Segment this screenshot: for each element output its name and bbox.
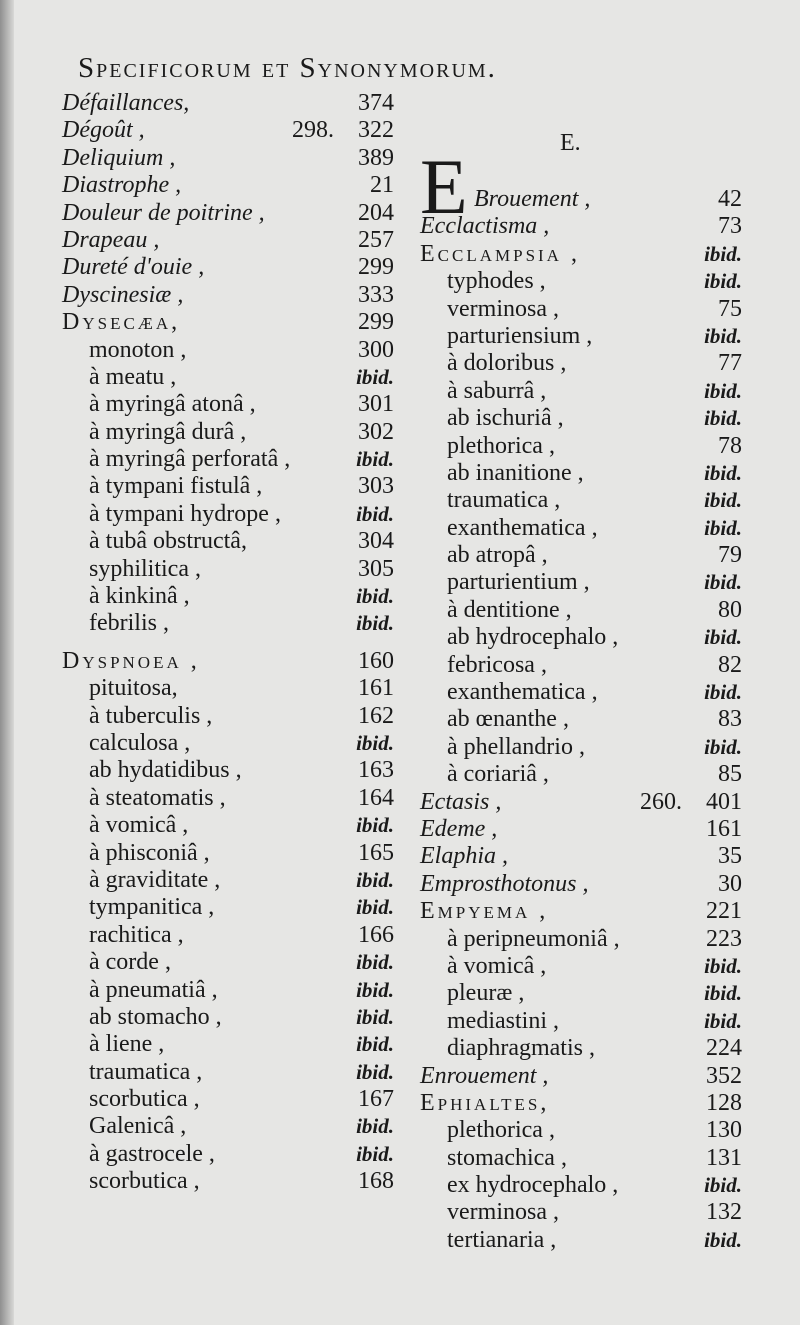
index-entry (62, 200, 394, 227)
index-entry (420, 1227, 742, 1254)
entry-page-ref: ibid. (704, 1008, 742, 1033)
left-column (62, 90, 394, 1196)
entry-term: Edeme , (420, 815, 498, 842)
entry-page-ref: 301 (358, 391, 394, 418)
index-entry (62, 419, 394, 446)
entry-term: Emprosthotonus , (420, 870, 589, 897)
entry-term: ab inanitione , (447, 459, 584, 486)
entry-term: à tubâ obstructâ, (89, 528, 247, 555)
entry-page-ref: ibid. (704, 680, 742, 705)
index-entry (62, 364, 394, 391)
index-entry (62, 785, 394, 812)
entry-page-ref: 130 (706, 1117, 742, 1144)
entry-term: Galenicâ , (89, 1113, 187, 1140)
entry-term: exanthematica , (447, 514, 598, 541)
index-entry (62, 1086, 394, 1113)
entry-page-ref: ibid. (704, 734, 742, 759)
entry-page-ref: ibid. (704, 269, 742, 294)
index-entry (420, 241, 742, 268)
index-entry (420, 843, 742, 870)
entry-page-ref: 322 (358, 117, 394, 144)
entry-page-ref: 168 (358, 1168, 394, 1195)
entry-term: à vomicâ , (89, 812, 189, 839)
entry-term: Ecclactisma , (420, 213, 550, 240)
entry-term: ab atropâ , (447, 542, 548, 569)
entry-page-ref: 305 (358, 555, 394, 582)
entry-term: stomachica , (447, 1144, 567, 1171)
entry-term: scorbutica , (89, 1086, 200, 1113)
entry-term: Dyspnoea , (62, 647, 200, 674)
entry-term: à myringâ durâ , (89, 418, 247, 445)
entry-page-ref: 300 (358, 336, 394, 363)
entry-page-ref: 223 (706, 925, 742, 952)
entry-term: Drapeau , (62, 226, 160, 253)
entry-page-ref: ibid. (356, 1114, 394, 1139)
entry-page-ref: 77 (718, 350, 742, 377)
entry-page-ref: ibid. (356, 447, 394, 472)
index-entry (420, 1035, 742, 1062)
index-entry (420, 433, 742, 460)
entry-page-ref: 221 (706, 898, 742, 925)
index-entry (420, 350, 742, 377)
index-entry (62, 840, 394, 867)
index-entry (62, 1141, 394, 1168)
entry-term: à myringâ atonâ , (89, 391, 256, 418)
index-entry (62, 812, 394, 839)
entry-page-ref: 161 (358, 675, 394, 702)
entry-term: Diastrophe , (62, 172, 182, 199)
entry-term: Dureté d'ouie , (62, 254, 205, 281)
entry-term: Ecclampsia , (420, 240, 580, 267)
entry-page-ref: ibid. (704, 570, 742, 595)
entry-page-ref: 35 (718, 843, 742, 870)
entry-term: verminosa , (447, 295, 559, 322)
entry-term: mediastini , (447, 1007, 559, 1034)
index-entry (62, 227, 394, 254)
entry-page-ref: 30 (718, 870, 742, 897)
entry-term: à tuberculis , (89, 702, 213, 729)
index-entry (420, 679, 742, 706)
entry-term: Ectasis , (420, 788, 502, 815)
index-entry (420, 487, 742, 514)
index-entry (420, 1145, 742, 1172)
index-entry (420, 624, 742, 651)
entry-page-ref: ibid. (356, 1004, 394, 1029)
index-entry (420, 898, 742, 925)
entry-term: Enrouement , (420, 1062, 549, 1089)
entry-page-ref: 302 (358, 418, 394, 445)
entry-term: febrilis , (89, 610, 169, 637)
entry-page-ref: 304 (358, 528, 394, 555)
entry-page-ref: ibid. (704, 241, 742, 266)
entry-page-ref: ibid. (356, 730, 394, 755)
index-entry (420, 871, 742, 898)
entry-term: à steatomatis , (89, 784, 226, 811)
index-entry (420, 186, 742, 213)
entry-page-ref: 165 (358, 839, 394, 866)
index-entry (420, 515, 742, 542)
entry-term: ab hydrocephalo , (447, 624, 619, 651)
index-entry (62, 145, 394, 172)
entry-term: à meatu , (89, 363, 177, 390)
index-entry (420, 405, 742, 432)
entry-page-ref: 204 (358, 199, 394, 226)
entry-page-ref: 85 (718, 761, 742, 788)
entry-term: à phisconiâ , (89, 839, 210, 866)
entry-term: à gastrocele , (89, 1140, 215, 1167)
entry-term: traumatica , (447, 487, 561, 514)
index-entry (62, 473, 394, 500)
entry-page-ref: 161 (706, 815, 742, 842)
entry-page-ref: ibid. (356, 977, 394, 1002)
entry-term: à vomicâ , (447, 952, 547, 979)
entry-term: ab stomacho , (89, 1003, 222, 1030)
entry-page-ref-extra: 260. (640, 788, 682, 815)
index-entry (420, 816, 742, 843)
index-entry (62, 1031, 394, 1058)
entry-term: pleuræ , (447, 980, 525, 1007)
right-column (420, 186, 742, 1254)
index-entry (62, 1004, 394, 1031)
index-entry (420, 1008, 742, 1035)
index-entry (420, 706, 742, 733)
index-entry (62, 309, 394, 336)
entry-term: calculosa , (89, 729, 191, 756)
entry-page-ref: ibid. (704, 515, 742, 540)
index-entry (62, 583, 394, 610)
entry-page-ref: ibid. (704, 953, 742, 978)
entry-page-ref: ibid. (356, 1059, 394, 1084)
index-entry (62, 675, 394, 702)
index-entry (420, 268, 742, 295)
entry-term: syphilitica , (89, 555, 201, 582)
entry-term: parturiensium , (447, 322, 593, 349)
entry-page-ref: 128 (706, 1089, 742, 1116)
index-entry (62, 730, 394, 757)
index-entry (62, 1168, 394, 1195)
index-entry (62, 391, 394, 418)
entry-page-ref: 132 (706, 1199, 742, 1226)
index-entry (420, 213, 742, 240)
entry-page-ref-extra: 298. (292, 117, 334, 144)
index-entry (62, 254, 394, 281)
entry-page-ref: 80 (718, 596, 742, 623)
entry-page-ref: 42 (718, 186, 742, 212)
entry-term: Elaphia , (420, 843, 508, 870)
index-entry (420, 980, 742, 1007)
entry-page-ref: 73 (718, 213, 742, 240)
index-entry (62, 337, 394, 364)
entry-term: à phellandrio , (447, 733, 585, 760)
entry-page-ref: 167 (358, 1086, 394, 1113)
entry-page-ref: ibid. (356, 895, 394, 920)
entry-term: à tympani fistulâ , (89, 473, 263, 500)
entry-page-ref: ibid. (356, 867, 394, 892)
index-entry (420, 652, 742, 679)
entry-term: Ephialtes, (420, 1089, 550, 1116)
entry-page-ref: ibid. (356, 813, 394, 838)
page-edge (0, 0, 14, 1325)
index-entry (420, 296, 742, 323)
entry-term: à kinkinâ , (89, 583, 190, 610)
index-entry (62, 117, 394, 144)
index-entry (62, 867, 394, 894)
entry-term: à pneumatiâ , (89, 976, 218, 1003)
entry-page-ref: ibid. (356, 611, 394, 636)
entry-page-ref: 21 (370, 172, 394, 199)
index-entry (62, 556, 394, 583)
entry-term: ex hydrocephalo , (447, 1172, 619, 1199)
entry-page-ref: 299 (358, 309, 394, 336)
entry-page-ref: ibid. (356, 950, 394, 975)
entry-term: à myringâ perforatâ , (89, 446, 291, 473)
entry-term: pituitosa, (89, 675, 178, 702)
entry-term: à corde , (89, 949, 171, 976)
entry-term: à liene , (89, 1031, 165, 1058)
entry-term: à coriariâ , (447, 761, 549, 788)
index-entry (62, 922, 394, 949)
index-entry (62, 949, 394, 976)
index-entry (62, 282, 394, 309)
entry-page-ref: 374 (358, 90, 394, 116)
entry-page-ref: 164 (358, 784, 394, 811)
index-entry (420, 460, 742, 487)
entry-page-ref: ibid. (356, 364, 394, 389)
index-entry (62, 172, 394, 199)
entry-term: Dégoût , (62, 117, 145, 144)
entry-term: ab ischuriâ , (447, 405, 564, 432)
entry-page-ref: 224 (706, 1035, 742, 1062)
entry-term: Brouement , (474, 186, 591, 212)
index-entry (420, 761, 742, 788)
index-entry (420, 953, 742, 980)
entry-term: Empyema , (420, 898, 549, 925)
entry-term: tympanitica , (89, 894, 215, 921)
index-entry (420, 323, 742, 350)
entry-term: à graviditate , (89, 866, 221, 893)
entry-page-ref: 131 (706, 1144, 742, 1171)
index-entry (420, 597, 742, 624)
entry-page-ref: 303 (358, 473, 394, 500)
entry-term: ab œnanthe , (447, 706, 569, 733)
index-entry (420, 569, 742, 596)
entry-page-ref: 299 (358, 254, 394, 281)
index-entry (420, 926, 742, 953)
entry-page-ref: ibid. (356, 584, 394, 609)
entry-term: à peripneumoniâ , (447, 925, 620, 952)
index-entry (420, 1172, 742, 1199)
entry-term: typhodes , (447, 268, 546, 295)
entry-page-ref: ibid. (356, 1141, 394, 1166)
index-entry (62, 703, 394, 730)
entry-term: à doloribus , (447, 350, 567, 377)
entry-term: rachitica , (89, 921, 184, 948)
index-entry (420, 789, 742, 816)
entry-page-ref: 257 (358, 226, 394, 253)
index-entry (420, 734, 742, 761)
entry-page-ref: ibid. (704, 625, 742, 650)
entry-term: traumatica , (89, 1058, 203, 1085)
index-entry (62, 528, 394, 555)
index-entry (420, 1117, 742, 1144)
entry-term: Défaillances, (62, 90, 190, 116)
entry-term: Douleur de poitrine , (62, 199, 265, 226)
index-entry (62, 977, 394, 1004)
entry-page-ref: 160 (358, 647, 394, 674)
index-entry (62, 446, 394, 473)
entry-page-ref: 75 (718, 295, 742, 322)
entry-page-ref: ibid. (704, 488, 742, 513)
entry-page-ref: ibid. (704, 1173, 742, 1198)
entry-page-ref: 166 (358, 921, 394, 948)
index-entry (420, 1199, 742, 1226)
page-header: Specificorum et Synonymorum. (78, 52, 497, 84)
entry-page-ref: 352 (706, 1062, 742, 1089)
entry-term: parturientium , (447, 569, 590, 596)
drop-cap: E (420, 143, 468, 230)
entry-page-ref: 333 (358, 281, 394, 308)
entry-page-ref: ibid. (704, 460, 742, 485)
index-entry (62, 757, 394, 784)
entry-page-ref: 78 (718, 432, 742, 459)
entry-page-ref: 83 (718, 706, 742, 733)
entry-term: scorbutica , (89, 1168, 200, 1195)
entry-page-ref: 82 (718, 651, 742, 678)
entry-term: à saburrâ , (447, 377, 547, 404)
entry-term: tertianaria , (447, 1226, 557, 1253)
entry-page-ref: 401 (706, 788, 742, 815)
index-entry (62, 1059, 394, 1086)
entry-page-ref: ibid. (704, 378, 742, 403)
entry-page-ref: 79 (718, 542, 742, 569)
entry-term: ab hydatidibus , (89, 757, 242, 784)
entry-page-ref: ibid. (704, 981, 742, 1006)
entry-page-ref: ibid. (704, 323, 742, 348)
index-entry (62, 894, 394, 921)
index-entry (420, 1063, 742, 1090)
entry-term: febricosa , (447, 651, 547, 678)
entry-page-ref: ibid. (356, 1032, 394, 1057)
entry-term: à tympani hydrope , (89, 500, 281, 527)
entry-term: plethorica , (447, 432, 555, 459)
index-entry (62, 648, 394, 675)
entry-term: à dentitione , (447, 596, 572, 623)
index-entry (420, 378, 742, 405)
index-entry (62, 610, 394, 637)
entry-term: Dysecæa, (62, 309, 181, 336)
entry-page-ref: ibid. (704, 406, 742, 431)
entry-page-ref: ibid. (704, 1227, 742, 1252)
entry-page-ref: ibid. (356, 501, 394, 526)
index-entry (420, 1090, 742, 1117)
entry-page-ref: 162 (358, 702, 394, 729)
entry-term: verminosa , (447, 1199, 559, 1226)
index-entry (62, 1113, 394, 1140)
entry-term: diaphragmatis , (447, 1035, 595, 1062)
entry-page-ref: 389 (358, 144, 394, 171)
index-entry (62, 501, 394, 528)
entry-term: Deliquium , (62, 144, 176, 171)
entry-term: plethorica , (447, 1117, 555, 1144)
entry-term: monoton , (89, 336, 187, 363)
letter-heading: E. (560, 130, 581, 156)
entry-page-ref: 163 (358, 757, 394, 784)
entry-term: Dyscinesiæ , (62, 281, 184, 308)
entry-term: exanthematica , (447, 679, 598, 706)
index-entry (62, 90, 394, 117)
index-entry (420, 542, 742, 569)
